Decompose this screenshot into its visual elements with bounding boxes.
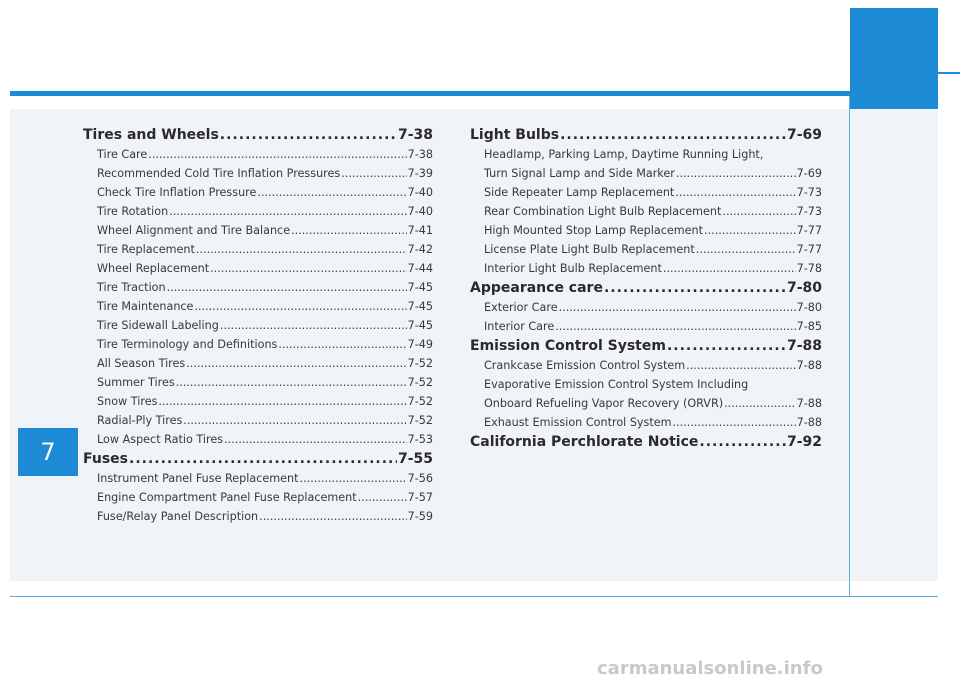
toc-page-number: 7-40 <box>407 205 433 218</box>
margin-rule <box>849 96 850 596</box>
toc-entry-label: Tire Replacement <box>97 243 195 256</box>
toc-entry-label: Tires and Wheels <box>83 127 219 143</box>
toc-entry[interactable] <box>83 354 433 373</box>
toc-entry-label: Low Aspect Ratio Tires <box>97 433 224 446</box>
toc-page-number: 7-40 <box>407 186 433 199</box>
toc-dot-leader <box>220 316 407 335</box>
toc-entry[interactable] <box>83 145 433 164</box>
toc-section-heading[interactable] <box>83 449 433 469</box>
toc-entry-label: Snow Tires <box>97 395 158 408</box>
toc-dot-leader <box>129 449 397 469</box>
toc-page-number: 7-39 <box>407 167 433 180</box>
toc-page-number: 7-80 <box>796 301 822 314</box>
toc-entry-label: Recommended Cold Tire Inflation Pressures <box>97 167 341 180</box>
toc-entry[interactable] <box>470 164 822 183</box>
toc-entry-label: Check Tire Inflation Pressure <box>97 186 257 199</box>
toc-entry-continued[interactable]: Headlamp, Parking Lamp, Daytime Running Light, <box>484 148 764 161</box>
toc-right-column <box>470 125 822 452</box>
toc-entry[interactable] <box>83 202 433 221</box>
toc-section-heading[interactable] <box>470 278 822 298</box>
toc-dot-leader <box>667 336 786 356</box>
toc-entry-label: Rear Combination Light Bulb Replacement <box>484 205 722 218</box>
toc-entry-label: Tire Rotation <box>97 205 169 218</box>
toc-entry[interactable] <box>83 164 433 183</box>
toc-entry-label: Appearance care <box>470 280 603 296</box>
toc-entry[interactable] <box>470 394 822 413</box>
toc-page-number: 7-88 <box>786 338 822 354</box>
toc-entry-label: Interior Care <box>484 320 555 333</box>
toc-page-number: 7-77 <box>796 224 822 237</box>
toc-entry[interactable] <box>470 356 822 375</box>
toc-entry-label: Tire Traction <box>97 281 166 294</box>
toc-page-number: 7-38 <box>397 127 433 143</box>
toc-page-number: 7-88 <box>796 416 822 429</box>
toc-entry[interactable] <box>470 259 822 278</box>
toc-entry-label: Tire Maintenance <box>97 300 194 313</box>
toc-dot-leader <box>196 240 407 259</box>
toc-entry-label: Tire Terminology and Definitions <box>97 338 278 351</box>
toc-page-number: 7-77 <box>796 243 822 256</box>
toc-entry[interactable] <box>83 373 433 392</box>
toc-entry-label: Engine Compartment Panel Fuse Replacement <box>97 491 357 504</box>
toc-dot-leader <box>676 164 796 183</box>
toc-entry-label: California Perchlorate Notice <box>470 434 699 450</box>
toc-entry[interactable] <box>470 183 822 202</box>
toc-dot-leader <box>186 354 406 373</box>
toc-dot-leader <box>148 145 406 164</box>
toc-entry-label: Onboard Refueling Vapor Recovery (ORVR) <box>484 397 724 410</box>
chapter-tab-block <box>850 8 938 109</box>
toc-page-number: 7-52 <box>407 376 433 389</box>
toc-section-heading[interactable] <box>470 336 822 356</box>
toc-entry-label: Tire Care <box>97 148 148 161</box>
toc-dot-leader <box>176 373 407 392</box>
toc-entry-label: Fuses <box>83 451 128 467</box>
toc-dot-leader <box>291 221 407 240</box>
toc-entry[interactable] <box>83 278 433 297</box>
toc-page-number: 7-52 <box>407 357 433 370</box>
toc-page-number: 7-52 <box>407 395 433 408</box>
toc-page-number: 7-53 <box>407 433 433 446</box>
toc-entry-label: Crankcase Emission Control System <box>484 359 686 372</box>
toc-page-number: 7-69 <box>786 127 822 143</box>
toc-entry-label: Side Repeater Lamp Replacement <box>484 186 675 199</box>
toc-page-number: 7-45 <box>407 281 433 294</box>
toc-entry-continued[interactable]: Evaporative Emission Control System Including <box>484 378 749 391</box>
toc-dot-leader <box>158 392 406 411</box>
toc-dot-leader <box>699 432 786 452</box>
toc-entry-label: Emission Control System <box>470 338 666 354</box>
toc-entry-label: Fuse/Relay Panel Description <box>97 510 259 523</box>
toc-dot-leader <box>673 413 796 432</box>
toc-entry[interactable] <box>83 259 433 278</box>
toc-dot-leader <box>696 240 796 259</box>
toc-entry[interactable] <box>83 297 433 316</box>
toc-entry-label: Instrument Panel Fuse Replacement <box>97 472 299 485</box>
toc-page-number: 7-49 <box>407 338 433 351</box>
toc-page-number: 7-41 <box>407 224 433 237</box>
toc-dot-leader <box>183 411 406 430</box>
chapter-number-badge: 7 <box>18 428 78 476</box>
watermark-text: carmanualsonline.info <box>597 658 823 679</box>
toc-dot-leader <box>220 125 397 145</box>
toc-page-number: 7-78 <box>796 262 822 275</box>
toc-page-number: 7-57 <box>407 491 433 504</box>
toc-dot-leader <box>358 488 407 507</box>
toc-section-heading[interactable] <box>470 125 822 145</box>
toc-entry[interactable] <box>83 240 433 259</box>
toc-entry-label: License Plate Light Bulb Replacement <box>484 243 695 256</box>
toc-entry[interactable] <box>83 392 433 411</box>
toc-dot-leader <box>194 297 406 316</box>
toc-dot-leader <box>555 317 795 336</box>
toc-entry[interactable] <box>470 240 822 259</box>
toc-entry[interactable] <box>83 335 433 354</box>
toc-dot-leader <box>686 356 795 375</box>
toc-page-number: 7-73 <box>796 205 822 218</box>
toc-left-column <box>83 125 433 526</box>
toc-entry[interactable] <box>83 488 433 507</box>
toc-entry-label: High Mounted Stop Lamp Replacement <box>484 224 704 237</box>
toc-entry[interactable] <box>83 469 433 488</box>
toc-dot-leader <box>257 183 406 202</box>
toc-page-number: 7-45 <box>407 319 433 332</box>
toc-dot-leader <box>167 278 407 297</box>
toc-dot-leader <box>704 221 796 240</box>
toc-entry[interactable] <box>470 221 822 240</box>
toc-dot-leader <box>259 507 406 526</box>
toc-page-number: 7-38 <box>407 148 433 161</box>
toc-entry[interactable] <box>83 316 433 335</box>
toc-page-number: 7-85 <box>796 320 822 333</box>
toc-entry-label: Tire Sidewall Labeling <box>97 319 219 332</box>
toc-entry-label: Turn Signal Lamp and Side Marker <box>484 167 675 180</box>
toc-page-number: 7-42 <box>407 243 433 256</box>
toc-page-number: 7-56 <box>407 472 433 485</box>
toc-dot-leader <box>724 394 796 413</box>
toc-entry[interactable] <box>83 507 433 526</box>
toc-entry-label: Interior Light Bulb Replacement <box>484 262 662 275</box>
toc-entry[interactable] <box>470 202 822 221</box>
toc-dot-leader <box>663 259 796 278</box>
toc-entry[interactable] <box>83 430 433 449</box>
toc-dot-leader <box>722 202 795 221</box>
toc-page-number: 7-59 <box>407 510 433 523</box>
toc-dot-leader <box>604 278 786 298</box>
toc-entry-label: All Season Tires <box>97 357 186 370</box>
toc-page-number: 7-45 <box>407 300 433 313</box>
toc-entry-label: Wheel Alignment and Tire Balance <box>97 224 291 237</box>
toc-page-number: 7-88 <box>796 397 822 410</box>
toc-entry-label: Summer Tires <box>97 376 175 389</box>
toc-entry[interactable] <box>83 221 433 240</box>
toc-entry[interactable] <box>470 317 822 336</box>
header-rule-right <box>938 72 960 74</box>
toc-dot-leader <box>210 259 407 278</box>
toc-page-number: 7-73 <box>796 186 822 199</box>
footer-rule <box>10 596 938 597</box>
toc-entry[interactable] <box>83 411 433 430</box>
toc-dot-leader <box>169 202 406 221</box>
toc-entry[interactable] <box>470 298 822 317</box>
toc-dot-leader <box>224 430 407 449</box>
toc-entry-label: Exhaust Emission Control System <box>484 416 672 429</box>
toc-page-number: 7-69 <box>796 167 822 180</box>
toc-page-number: 7-55 <box>397 451 433 467</box>
toc-page-number: 7-88 <box>796 359 822 372</box>
toc-page-number: 7-44 <box>407 262 433 275</box>
toc-entry-label: Wheel Replacement <box>97 262 210 275</box>
toc-entry[interactable] <box>83 183 433 202</box>
toc-page-number: 7-80 <box>786 280 822 296</box>
toc-dot-leader <box>560 125 786 145</box>
toc-entry-label: Exterior Care <box>484 301 558 314</box>
toc-page-number: 7-52 <box>407 414 433 427</box>
toc-entry-label: Light Bulbs <box>470 127 560 143</box>
header-rule <box>10 91 850 96</box>
toc-dot-leader <box>559 298 796 317</box>
toc-dot-leader <box>675 183 795 202</box>
toc-dot-leader <box>341 164 406 183</box>
toc-section-heading[interactable] <box>470 432 822 452</box>
toc-dot-leader <box>300 469 407 488</box>
toc-entry-label: Radial-Ply Tires <box>97 414 183 427</box>
toc-section-heading[interactable] <box>83 125 433 145</box>
toc-page-number: 7-92 <box>786 434 822 450</box>
toc-dot-leader <box>278 335 406 354</box>
toc-entry[interactable] <box>470 413 822 432</box>
